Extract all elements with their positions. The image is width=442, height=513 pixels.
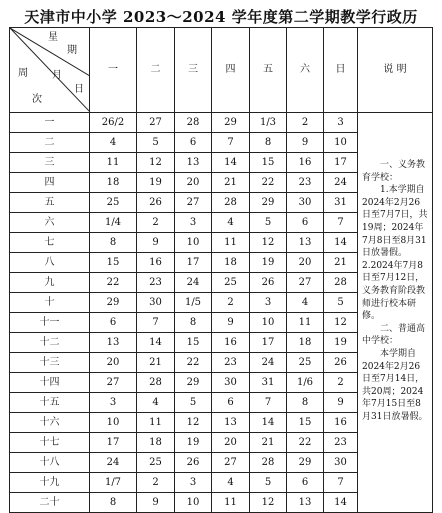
date-cell: 29 xyxy=(175,373,212,393)
date-cell: 28 xyxy=(175,113,212,133)
week-number-cell: 十 xyxy=(10,293,90,313)
date-cell: 26 xyxy=(250,273,287,293)
date-cell: 12 xyxy=(324,313,358,333)
date-cell: 10 xyxy=(175,233,212,253)
date-cell: 24 xyxy=(250,353,287,373)
date-cell: 4 xyxy=(287,293,324,313)
date-cell: 17 xyxy=(324,153,358,173)
date-cell: 22 xyxy=(287,433,324,453)
date-cell: 29 xyxy=(212,113,250,133)
week-number-cell: 九 xyxy=(10,273,90,293)
week-number-cell: 十五 xyxy=(10,393,90,413)
day-header: 四 xyxy=(212,28,250,113)
corner-label-xing: 星 xyxy=(48,32,58,43)
date-cell: 16 xyxy=(324,413,358,433)
date-cell: 7 xyxy=(137,313,175,333)
date-cell: 15 xyxy=(175,333,212,353)
date-cell: 22 xyxy=(90,273,137,293)
date-cell: 13 xyxy=(212,413,250,433)
date-cell: 16 xyxy=(287,153,324,173)
notes-section-title: 一、义务教育学校： xyxy=(362,160,426,183)
date-cell: 3 xyxy=(90,393,137,413)
date-cell: 3 xyxy=(250,293,287,313)
date-cell: 22 xyxy=(175,353,212,373)
date-cell: 3 xyxy=(175,473,212,493)
week-number-cell: 五 xyxy=(10,193,90,213)
calendar-table xyxy=(9,27,433,513)
corner-label-zhou: 周 xyxy=(18,68,28,79)
date-cell: 20 xyxy=(287,253,324,273)
date-cell: 1/5 xyxy=(175,293,212,313)
week-number-cell: 十四 xyxy=(10,373,90,393)
date-cell: 27 xyxy=(175,193,212,213)
date-cell: 24 xyxy=(324,173,358,193)
date-cell: 9 xyxy=(212,313,250,333)
day-header: 一 xyxy=(90,28,137,113)
date-cell: 2 xyxy=(287,113,324,133)
corner-label-ri: 日 xyxy=(74,84,84,95)
date-cell: 29 xyxy=(250,193,287,213)
date-cell: 19 xyxy=(175,433,212,453)
date-cell: 19 xyxy=(250,253,287,273)
date-cell: 13 xyxy=(175,153,212,173)
date-cell: 19 xyxy=(137,173,175,193)
calendar-body xyxy=(10,113,433,513)
date-cell: 11 xyxy=(212,233,250,253)
date-cell: 12 xyxy=(137,153,175,173)
date-cell: 29 xyxy=(287,453,324,473)
date-cell: 12 xyxy=(250,233,287,253)
date-cell: 13 xyxy=(90,333,137,353)
date-cell: 10 xyxy=(324,133,358,153)
date-cell: 18 xyxy=(137,433,175,453)
date-cell: 16 xyxy=(137,253,175,273)
date-cell: 26 xyxy=(175,453,212,473)
date-cell: 2 xyxy=(212,293,250,313)
date-cell: 22 xyxy=(250,173,287,193)
date-cell: 27 xyxy=(90,373,137,393)
day-header: 三 xyxy=(175,28,212,113)
date-cell: 28 xyxy=(137,373,175,393)
date-cell: 15 xyxy=(250,153,287,173)
date-cell: 23 xyxy=(212,353,250,373)
date-cell: 23 xyxy=(137,273,175,293)
week-number-cell: 八 xyxy=(10,253,90,273)
date-cell: 4 xyxy=(212,213,250,233)
week-number-cell: 十七 xyxy=(10,433,90,453)
date-cell: 8 xyxy=(250,133,287,153)
date-cell: 6 xyxy=(287,473,324,493)
date-cell: 11 xyxy=(212,493,250,513)
date-cell: 25 xyxy=(287,353,324,373)
date-cell: 6 xyxy=(287,213,324,233)
date-cell: 2 xyxy=(137,213,175,233)
date-cell: 31 xyxy=(250,373,287,393)
date-cell: 26 xyxy=(137,193,175,213)
date-cell: 17 xyxy=(90,433,137,453)
date-cell: 8 xyxy=(90,493,137,513)
corner-label-qi: 期 xyxy=(67,45,77,56)
date-cell: 21 xyxy=(324,253,358,273)
table-row xyxy=(10,113,433,133)
date-cell: 28 xyxy=(212,193,250,213)
notes-paragraph: 1.本学期自2024年2月26日至7月7日，共19周；2024年7月8日至8月31日放暑假。 xyxy=(362,185,428,259)
week-number-cell: 十一 xyxy=(10,313,90,333)
date-cell: 7 xyxy=(324,213,358,233)
date-cell: 3 xyxy=(175,213,212,233)
date-cell: 25 xyxy=(212,273,250,293)
date-cell: 13 xyxy=(287,493,324,513)
corner-header xyxy=(10,28,90,113)
date-cell: 4 xyxy=(212,473,250,493)
date-cell: 30 xyxy=(287,193,324,213)
week-number-cell: 七 xyxy=(10,233,90,253)
date-cell: 21 xyxy=(212,173,250,193)
date-cell: 20 xyxy=(90,353,137,373)
date-cell: 28 xyxy=(250,453,287,473)
corner-label-yue: 月 xyxy=(52,70,62,81)
date-cell: 14 xyxy=(212,153,250,173)
date-cell: 4 xyxy=(137,393,175,413)
date-cell: 7 xyxy=(250,393,287,413)
date-cell: 1/6 xyxy=(287,373,324,393)
date-cell: 11 xyxy=(90,153,137,173)
date-cell: 19 xyxy=(324,333,358,353)
date-cell: 1/3 xyxy=(250,113,287,133)
date-cell: 8 xyxy=(175,313,212,333)
week-number-cell: 十八 xyxy=(10,453,90,473)
date-cell: 4 xyxy=(90,133,137,153)
date-cell: 10 xyxy=(175,493,212,513)
date-cell: 18 xyxy=(287,333,324,353)
date-cell: 9 xyxy=(137,493,175,513)
day-header: 五 xyxy=(250,28,287,113)
corner-label-ci: 次 xyxy=(32,94,42,105)
week-number-cell: 四 xyxy=(10,173,90,193)
week-number-cell: 十九 xyxy=(10,473,90,493)
date-cell: 27 xyxy=(137,113,175,133)
date-cell: 10 xyxy=(250,313,287,333)
notes-paragraph: 2.2024年7月8日至7月12日，义务教育阶段教师进行校本研修。 xyxy=(362,260,426,322)
date-cell: 30 xyxy=(212,373,250,393)
date-cell: 9 xyxy=(137,233,175,253)
date-cell: 15 xyxy=(287,413,324,433)
date-cell: 5 xyxy=(324,293,358,313)
date-cell: 12 xyxy=(250,493,287,513)
date-cell: 23 xyxy=(287,173,324,193)
date-cell: 30 xyxy=(137,293,175,313)
week-number-cell: 二十 xyxy=(10,493,90,513)
date-cell: 5 xyxy=(250,473,287,493)
date-cell: 5 xyxy=(175,393,212,413)
date-cell: 2 xyxy=(137,473,175,493)
date-cell: 9 xyxy=(324,393,358,413)
date-cell: 14 xyxy=(137,333,175,353)
date-cell: 10 xyxy=(90,413,137,433)
date-cell: 5 xyxy=(137,133,175,153)
date-cell: 14 xyxy=(324,493,358,513)
date-cell: 1/7 xyxy=(90,473,137,493)
notes-paragraph: 本学期自2024年2月26日至7月14日，共20周；2024年7月15日至8月31日放暑假。 xyxy=(362,348,428,422)
day-header: 二 xyxy=(137,28,175,113)
date-cell: 8 xyxy=(287,393,324,413)
date-cell: 20 xyxy=(175,173,212,193)
date-cell: 27 xyxy=(212,453,250,473)
week-number-cell: 十三 xyxy=(10,353,90,373)
date-cell: 17 xyxy=(175,253,212,273)
date-cell: 6 xyxy=(90,313,137,333)
date-cell: 5 xyxy=(250,213,287,233)
date-cell: 14 xyxy=(250,413,287,433)
date-cell: 6 xyxy=(212,393,250,413)
date-cell: 23 xyxy=(324,433,358,453)
page-title: 天津市中小学 2023～2024 学年度第二学期教学行政历 xyxy=(24,8,418,26)
notes-header: 说 明 xyxy=(358,28,433,113)
date-cell: 21 xyxy=(250,433,287,453)
date-cell: 25 xyxy=(90,193,137,213)
date-cell: 11 xyxy=(137,413,175,433)
date-cell: 29 xyxy=(90,293,137,313)
date-cell: 18 xyxy=(212,253,250,273)
date-cell: 25 xyxy=(137,453,175,473)
date-cell: 1/4 xyxy=(90,213,137,233)
week-number-cell: 一 xyxy=(10,113,90,133)
week-number-cell: 二 xyxy=(10,133,90,153)
date-cell: 28 xyxy=(324,273,358,293)
week-number-cell: 十六 xyxy=(10,413,90,433)
notes-spacer xyxy=(362,113,428,159)
date-cell: 7 xyxy=(324,473,358,493)
date-cell: 18 xyxy=(90,173,137,193)
date-cell: 13 xyxy=(287,233,324,253)
date-cell: 7 xyxy=(212,133,250,153)
notes-section-title: 二、普通高中学校： xyxy=(362,323,426,347)
week-number-cell: 三 xyxy=(10,153,90,173)
date-cell: 31 xyxy=(324,193,358,213)
date-cell: 24 xyxy=(90,453,137,473)
date-cell: 24 xyxy=(175,273,212,293)
date-cell: 14 xyxy=(324,233,358,253)
date-cell: 9 xyxy=(287,133,324,153)
week-number-cell: 十二 xyxy=(10,333,90,353)
date-cell: 11 xyxy=(287,313,324,333)
date-cell: 2 xyxy=(324,373,358,393)
date-cell: 3 xyxy=(324,113,358,133)
date-cell: 6 xyxy=(175,133,212,153)
date-cell: 8 xyxy=(90,233,137,253)
week-number-cell: 六 xyxy=(10,213,90,233)
date-cell: 15 xyxy=(90,253,137,273)
date-cell: 16 xyxy=(212,333,250,353)
date-cell: 26 xyxy=(324,353,358,373)
date-cell: 30 xyxy=(324,453,358,473)
day-header: 六 xyxy=(287,28,324,113)
date-cell: 20 xyxy=(212,433,250,453)
notes-cell xyxy=(358,113,433,513)
day-header: 日 xyxy=(324,28,358,113)
date-cell: 21 xyxy=(137,353,175,373)
date-cell: 27 xyxy=(287,273,324,293)
date-cell: 26/2 xyxy=(90,113,137,133)
date-cell: 12 xyxy=(175,413,212,433)
date-cell: 17 xyxy=(250,333,287,353)
